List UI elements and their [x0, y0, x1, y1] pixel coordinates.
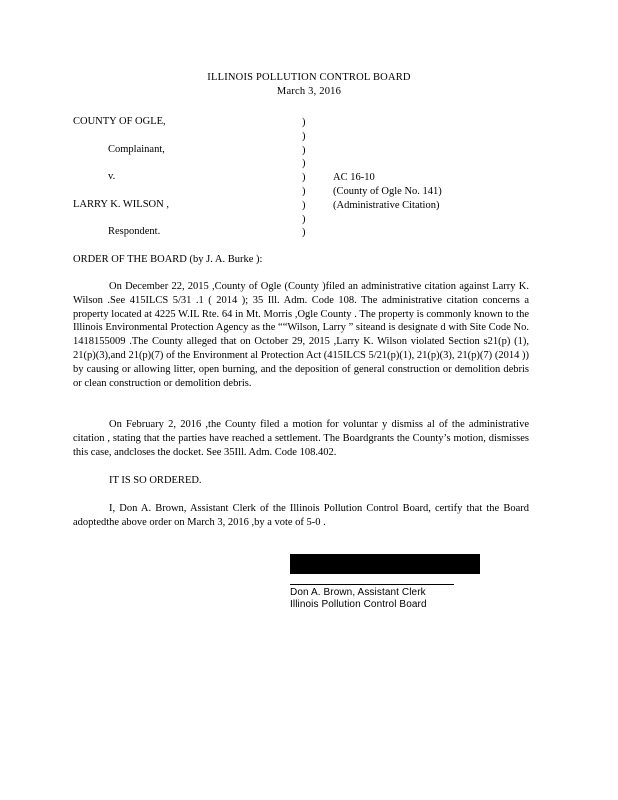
so-ordered: IT IS SO ORDERED. [109, 475, 202, 486]
board-name: ILLINOIS POLLUTION CONTROL BOARD [207, 72, 411, 83]
paragraph-filing: On December 22, 2015 ,County of Ogle (County )filed an administrative citation against Larry K. Wilson .See 415ILCS 5/31 .1 ( 2014 ); 35 Ill. Adm. Code 108. The administrative citation concerns a property located at 4225 W.IL Rte. 64 in Mt. Morris ,Ogle County . The property is commonly known to the Illinois Environmental Protection Agency as the ““Wilson, Larry ” siteand is designate d with Site Code No. 1418155009 .The County alleged that on October 29, 2015 ,Larry K. Wilson violated Section s21(p) (1), 21(p)(3),and 21(p)(7) of the Environment al Protection Act (415ILCS 5/21(p)(1), 21(p)(3), 21(p)(7) (2014 )) by causing or allowing litter, open burning, and the deposition of general construction or demolition debris or clean construction or demolition debris. [73, 281, 529, 389]
respondent-role: Respondent. [108, 226, 161, 237]
paren: ) [302, 185, 306, 197]
order-heading: ORDER OF THE BOARD (by J. A. Burke ): [73, 254, 263, 265]
complainant-name: COUNTY OF OGLE, [73, 116, 166, 127]
versus-label: v. [108, 171, 116, 182]
paren: ) [302, 117, 306, 128]
caption-parentheses [302, 116, 306, 240]
redacted-signature [290, 554, 480, 574]
paren: ) [302, 158, 306, 170]
county-reference: (County of Ogle No. 141) [333, 186, 442, 197]
citation-type: (Administrative Citation) [333, 200, 440, 211]
complainant-role: Complainant, [108, 144, 165, 155]
paren: ) [302, 227, 306, 239]
paren: ) [302, 199, 306, 211]
paren: ) [302, 144, 306, 156]
paragraph-dismissal: On February 2, 2016 ,the County filed a motion for voluntar y dismiss al of the administrative citation , stating that the parties have reached a settlement. The Boardgrants the County’s motion, dismisses this case, andcloses the docket. See 35Ill. Adm. Code 108.402. [73, 419, 529, 458]
order-date: March 3, 2016 [276, 86, 342, 97]
signer-organization: Illinois Pollution Control Board [290, 599, 427, 610]
case-number: AC 16-10 [333, 172, 375, 183]
signature-line [290, 584, 454, 585]
paren: ) [302, 213, 306, 225]
paren: ) [302, 172, 306, 184]
respondent-name: LARRY K. WILSON , [73, 199, 169, 210]
signer-name-title: Don A. Brown, Assistant Clerk [290, 587, 426, 598]
clerk-certification: I, Don A. Brown, Assistant Clerk of the Illinois Pollution Control Board, certify that the Board adoptedthe above order on March 3, 2016 ,by a vote of 5-0 . [73, 503, 529, 528]
paren: ) [302, 130, 306, 142]
